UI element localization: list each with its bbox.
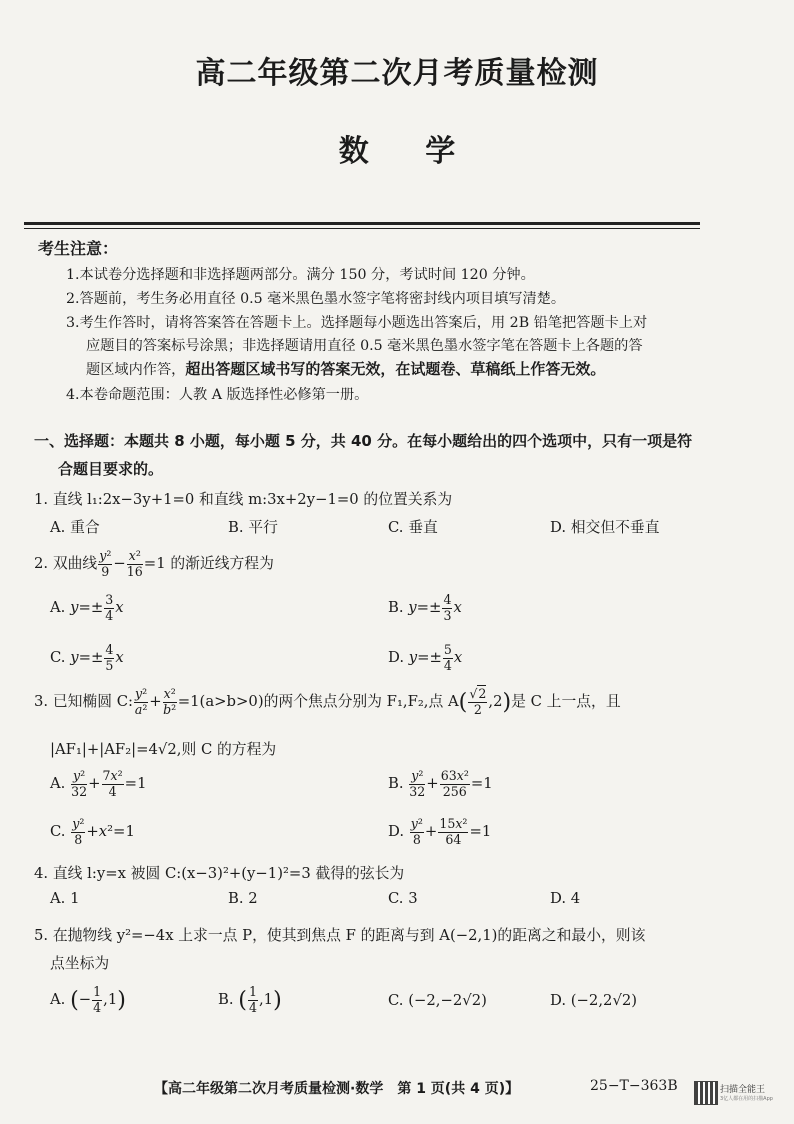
- exam-title: 高二年级第二次月考质量检测: [195, 56, 599, 91]
- q5-option-c: C. (−2,−2√2): [388, 992, 487, 1009]
- notice-item-3-cont: 应题目的答案标号涂黑；非选择题请用直径 0.5 毫米黑色墨水签字笔在答题卡上各题的答: [86, 338, 643, 354]
- q1-option-c: C. 垂直: [388, 519, 438, 536]
- notice-item-2: 2.答题前，考生务必用直径 0.5 毫米黑色墨水签字笔将密封线内项目填写清楚。: [66, 291, 566, 307]
- subject-title: 数 学: [338, 134, 456, 169]
- question-3-stem: 3. 已知椭圆 C: $\frac{\text{y²}}{\text{a²}}$ + $\frac{\text{x²}}{\text{b²}}$ =1(a>b>0)的两个焦点分别为 F₁,F₂,点 A( $\frac{√2}{2}$ ,2)是 C 上一点，且: [34, 686, 621, 717]
- question-1-stem: 1. 直线 l₁:2x−3y+1=0 和直线 m:3x+2y−1=0 的位置关系为: [34, 491, 453, 508]
- paper-code: 25−T−363B: [590, 1078, 678, 1094]
- q2-option-d: D. y=± $\frac{5}{4}$ x: [388, 642, 463, 673]
- header-rule-thick: [24, 222, 700, 225]
- notice-heading: 考生注意：: [38, 239, 119, 258]
- q2-option-b: B. y=± $\frac{4}{3}$ x: [388, 592, 462, 623]
- q4-option-a: A. 1: [50, 890, 80, 907]
- q2-option-c: C. y=± $\frac{4}{5}$ x: [50, 642, 124, 673]
- q3-option-c: C. $\frac{\text{y²}}{8}$ +x²=1: [50, 816, 135, 847]
- q5-option-a: A. (− $\frac{1}{4}$ ,1): [50, 984, 126, 1015]
- question-5-stem-cont: 点坐标为: [50, 955, 110, 972]
- notice-item-1: 1.本试卷分选择题和非选择题两部分。满分 150 分，考试时间 120 分钟。: [66, 267, 535, 283]
- q1-option-b: B. 平行: [228, 519, 278, 536]
- q3-option-a: A. $\frac{\text{y²}}{32}$ + $\frac{\text{7x²}}{4}$ =1: [50, 768, 147, 799]
- notice-item-3: 3.考生作答时，请将答案答在答题卡上。选择题每小题选出答案后，用 2B 铅笔把答题卡上对: [66, 315, 648, 331]
- notice-emphasis: 超出答题区域书写的答案无效，在试题卷、草稿纸上作答无效。: [185, 360, 606, 378]
- q5-option-b: B. ( $\frac{1}{4}$ ,1): [218, 984, 282, 1015]
- notice-item-4: 4.本卷命题范围：人教 A 版选择性必修第一册。: [66, 387, 369, 403]
- q4-option-d: D. 4: [550, 890, 581, 907]
- q3-option-d: D. $\frac{\text{y²}}{8}$ + $\frac{\text{15x²}}{64}$ =1: [388, 816, 492, 847]
- q4-option-c: C. 3: [388, 890, 418, 907]
- notice-item-3-cont2: 题区域内作答，超出答题区域书写的答案无效，在试题卷、草稿纸上作答无效。: [86, 360, 606, 378]
- qr-code-icon: [694, 1081, 718, 1105]
- question-2-stem: 2. 双曲线 $\frac{\text{y²}}{9}$ − $\frac{\text{x²}}{16}$ =1 的渐近线方程为: [34, 548, 274, 579]
- question-3-stem-cont: |AF₁|+|AF₂|=4√2,则 C 的方程为: [50, 741, 277, 758]
- header-rule-thin: [24, 228, 700, 229]
- section-heading-cont: 合题目要求的。: [58, 460, 164, 478]
- page-footer: 【高二年级第二次月考质量检测·数学 第 1 页(共 4 页)】: [154, 1081, 520, 1097]
- scanner-watermark: 扫描全能王: [720, 1085, 766, 1095]
- q3-option-b: B. $\frac{\text{y²}}{32}$ + $\frac{\text{63x²}}{256}$ =1: [388, 768, 493, 799]
- q5-option-d: D. (−2,2√2): [550, 992, 638, 1009]
- q2-option-a: A. y=± $\frac{3}{4}$ x: [50, 592, 124, 623]
- question-4-stem: 4. 直线 l:y=x 被圆 C:(x−3)²+(y−1)²=3 截得的弦长为: [34, 865, 405, 882]
- q4-option-b: B. 2: [228, 890, 258, 907]
- q1-option-a: A. 重合: [50, 519, 100, 536]
- question-5-stem: 5. 在抛物线 y²=−4x 上求一点 P，使其到焦点 F 的距离与到 A(−2,1)的距离之和最小，则该: [34, 927, 646, 944]
- scanner-watermark-sub: 3亿人都在用的扫描App: [720, 1096, 773, 1102]
- q1-option-d: D. 相交但不垂直: [550, 519, 660, 536]
- section-heading: 一、选择题：本题共 8 小题，每小题 5 分，共 40 分。在每小题给出的四个选项中，只有一项是符: [34, 432, 693, 450]
